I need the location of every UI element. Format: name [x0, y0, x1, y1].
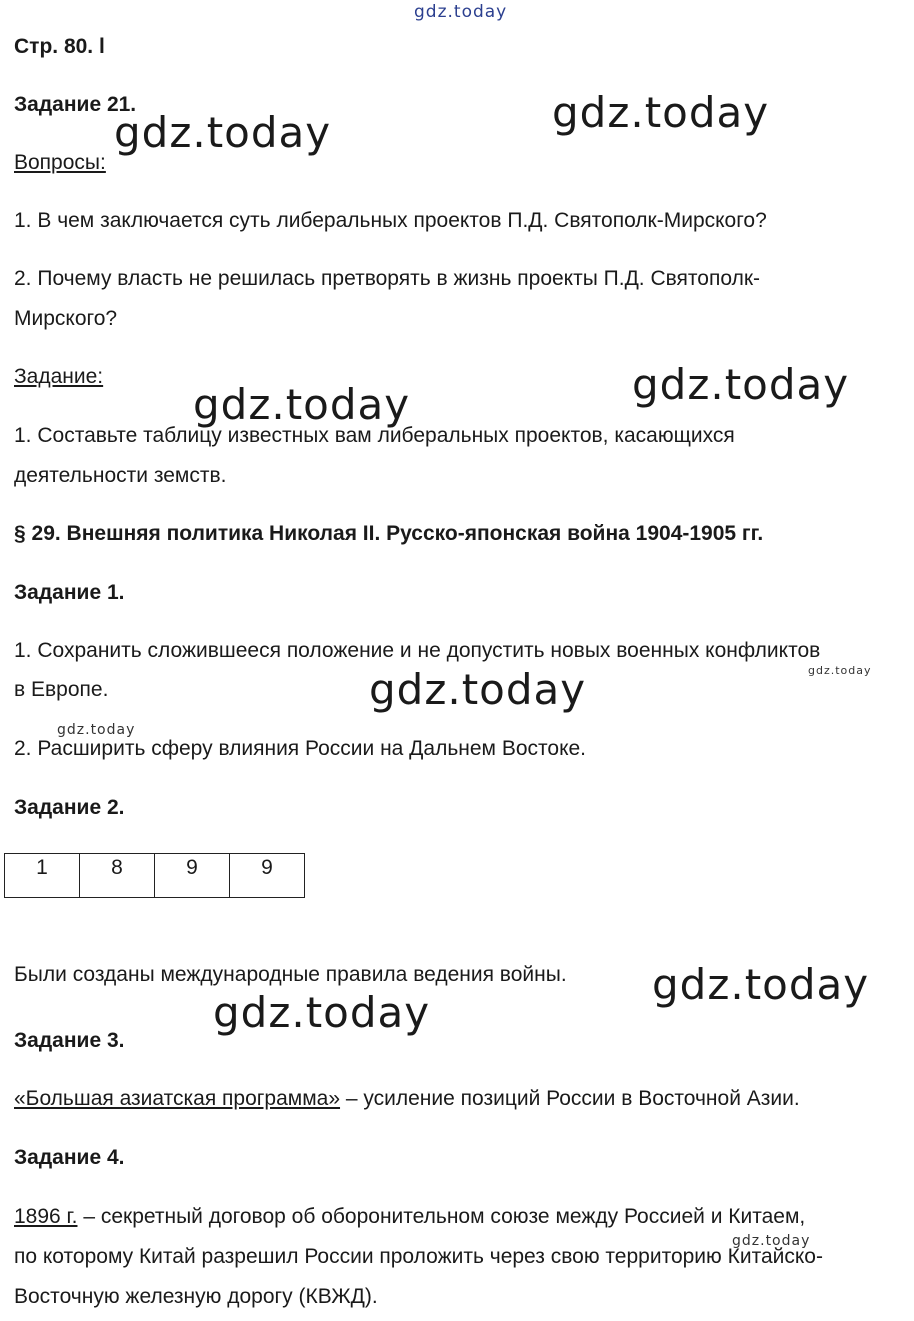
digit-cell: 9 [230, 854, 305, 898]
task-label: Задание: [14, 365, 104, 388]
watermark: gdz.today [369, 665, 587, 714]
watermark: gdz.today [632, 360, 850, 409]
watermark: gdz.today [652, 960, 870, 1009]
watermark: gdz.today [213, 988, 431, 1037]
task4-text-1: – секретный договор об оборонительном союзе между Россией и Китаем, [77, 1205, 806, 1228]
task21-heading: Задание 21. [14, 93, 137, 116]
question-2-line2: Мирского? [14, 307, 118, 330]
task4-year: 1896 г. [14, 1205, 78, 1228]
task3-definition: – усиление позиций России в Восточной Азии. [340, 1087, 800, 1110]
task1-heading: Задание 1. [14, 581, 125, 604]
question-1: 1. В чем заключается суть либеральных проектов П.Д. Святополк-Мирского? [14, 209, 767, 232]
watermark-small: gdz.today [57, 722, 136, 738]
digit-cell: 8 [80, 854, 155, 898]
task4-answer-line3: Восточную железную дорогу (КВЖД). [14, 1285, 378, 1308]
watermark-top: gdz.today [414, 2, 508, 22]
answer-digits-table [4, 853, 305, 898]
task1-answer-1-line1: 1. Сохранить сложившееся положение и не допустить новых военных конфликтов [14, 639, 821, 662]
watermark-small: gdz.today [808, 664, 872, 677]
questions-label: Вопросы: [14, 151, 106, 174]
page-reference: Стр. 80. l [14, 35, 105, 58]
task4-answer-line1 [14, 1204, 805, 1230]
watermark: gdz.today [552, 88, 770, 137]
watermark-small: gdz.today [732, 1233, 811, 1249]
task-item-1-line2: деятельности земств. [14, 464, 227, 487]
task-item-1-line1: 1. Составьте таблицу известных вам либеральных проектов, касающихся [14, 424, 735, 447]
task2-answer: Были созданы международные правила ведения войны. [14, 963, 567, 986]
question-2-line1: 2. Почему власть не решилась претворять в жизнь проекты П.Д. Святополк- [14, 267, 761, 290]
task4-heading: Задание 4. [14, 1146, 125, 1169]
task2-heading: Задание 2. [14, 796, 125, 819]
section-heading: § 29. Внешняя политика Николая II. Русско-японская война 1904-1905 гг. [14, 522, 764, 545]
watermark: gdz.today [114, 108, 332, 157]
digit-cell: 9 [155, 854, 230, 898]
task1-answer-2: 2. Расширить сферу влияния России на Дальнем Востоке. [14, 737, 587, 760]
watermark: gdz.today [193, 380, 411, 429]
task3-term: «Большая азиатская программа» [14, 1087, 341, 1110]
task3-heading: Задание 3. [14, 1029, 125, 1052]
task3-answer [14, 1086, 800, 1112]
task4-answer-line2: по которому Китай разрешил России проложить через свою территорию Китайско- [14, 1245, 823, 1268]
digit-cell: 1 [5, 854, 80, 898]
task1-answer-1-line2: в Европе. [14, 678, 109, 701]
